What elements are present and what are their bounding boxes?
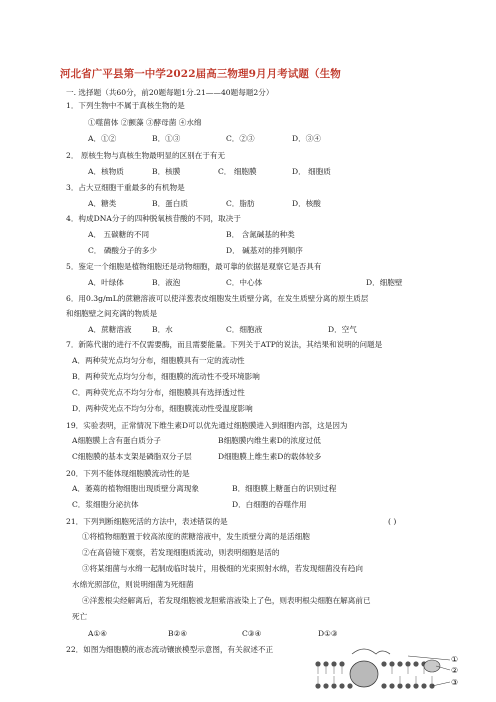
question-21-statement-1: ①将植物细胞置于较高浓度的蔗糖溶液中，发生质壁分离的是活细胞 — [82, 532, 310, 541]
question-19-option-a: A细胞膜上含有蛋白质分子 — [72, 436, 162, 445]
question-6-option-a: A．蔗糖溶液 — [88, 325, 132, 334]
question-3-option-b: B．蛋白质 — [152, 199, 188, 208]
question-4-option-a: A． 五碳糖的不同 — [88, 230, 150, 239]
question-6-option-c: C．细胞液 — [226, 325, 263, 334]
question-2-option-d: D． 细胞质 — [292, 167, 331, 176]
question-3-stem: 3．占大豆细胞干重最多的有机物是 — [66, 183, 185, 192]
question-7-line-b: B．两种荧光点均匀分布，细胞膜的流动性不受环境影响 — [72, 372, 260, 381]
question-19-option-b: B细胞膜内维生素D的浓度过低 — [218, 436, 321, 445]
question-21-option-a: A①④ — [88, 629, 108, 638]
question-6-option-b: B．水 — [152, 325, 173, 334]
question-7-line-a: A．两种荧光点均匀分布，细胞膜具有一定的流动性 — [72, 356, 245, 365]
question-22-stem: 22．如图为细胞膜的液态流动镶嵌模型示意图，有关叙述不正 — [66, 645, 274, 654]
question-19-option-c: C细胞膜的基本支架是磷脂双分子层 — [72, 452, 192, 461]
question-5-option-d: D．细胞壁 — [366, 278, 403, 287]
question-20-stem: 20．下列不能体现细胞膜流动性的是 — [66, 469, 190, 478]
question-5-option-c: C．中心体 — [226, 278, 263, 287]
question-21-statement-3-cont: 水绵光照部位，则说明细菌为死细菌 — [72, 580, 194, 589]
transmembrane-protein — [350, 661, 378, 687]
question-3-option-d: D．核酸 — [292, 199, 321, 208]
question-1-stem: 1．下列生物中不属于真核生物的是 — [66, 101, 185, 110]
lower-lipid-heads — [315, 683, 434, 688]
question-1-option-c: C．②③ — [226, 134, 255, 143]
question-3-option-a: A．糖类 — [88, 199, 117, 208]
question-6-option-d: D．空气 — [328, 325, 357, 334]
question-2-option-a: A．核物质 — [88, 167, 124, 176]
diagram-label-3: ③ — [451, 678, 459, 687]
question-7-line-d: D．两种荧光点不均匀分布，细胞膜流动性受温度影响 — [72, 404, 253, 413]
question-21-option-d: D①③ — [318, 629, 338, 638]
question-2-stem: 2． 原核生物与真核生物最明显的区别在于有无 — [66, 151, 226, 160]
question-5-stem: 5．鉴定一个细胞是植物细胞还是动物细胞，最可靠的依据是观察它是否具有 — [66, 262, 322, 271]
diagram-label-1: ① — [451, 655, 459, 664]
question-5-option-a: A．叶绿体 — [88, 278, 124, 287]
page-title: 河北省广平县第一中学2022届高三物理9月月考试题（生物 — [60, 68, 341, 80]
membrane-diagram — [312, 646, 462, 698]
question-6-stem-cont: 和细胞壁之间充满的物质是 — [66, 309, 158, 318]
question-1-option-b: B．①③ — [152, 134, 181, 143]
question-1-option-d: D．③④ — [292, 134, 321, 143]
question-21-statement-4: ④洋葱根尖经解离后，若发现细胞被龙胆紫溶液染上了色，则表明根尖细胞在解离前已 — [82, 596, 371, 605]
question-7-line-c: C．两种荧光点不均匀分布，细胞膜具有选择透过性 — [72, 388, 245, 397]
question-4-option-c: C． 磷酸分子的多少 — [88, 246, 157, 255]
question-21-statement-4-cont: 死亡 — [72, 612, 88, 621]
glycoprotein-chain — [352, 649, 390, 654]
question-20-option-b: B．细胞膜上糖蛋白的识别过程 — [232, 484, 337, 493]
question-6-stem: 6．用0.3g/mL的蔗糖溶液可以使洋葱表皮细胞发生质壁分离，在发生质壁分离的原生质层 — [66, 294, 369, 303]
question-21-answer-parens: ( ) — [388, 517, 397, 526]
question-21-statement-3: ③将某细菌与水绵一起制成临时装片，用极细的光束照射水绵，若发现细菌没有趋向 — [82, 564, 363, 573]
peripheral-protein — [424, 660, 440, 672]
question-2-option-c: C． 细胞膜 — [218, 167, 257, 176]
question-21-statement-2: ②在高倍镜下观察，若发现细胞质流动，则表明细胞是活的 — [82, 548, 280, 557]
question-3-option-c: C．脂肪 — [226, 199, 255, 208]
section-heading: 一. 选择题（共60分，前20题每题1分.21——40题每题2分） — [66, 88, 274, 97]
question-20-option-d: D．白细胞的吞噬作用 — [232, 500, 307, 509]
diagram-label-2: ② — [451, 666, 459, 675]
question-4-option-b: B． 含氮碱基的种类 — [226, 230, 295, 239]
question-1-items: ①噬菌体 ②颤藻 ③酵母菌 ④水绵 — [88, 118, 202, 127]
question-1-option-a: A．①② — [88, 134, 117, 143]
question-2-option-b: B．核膜 — [152, 167, 181, 176]
question-7-stem: 7．新陈代谢的进行不仅需要酶，而且需要能量。下列关于ATP的说法，其结果和说明的问题是 — [66, 340, 383, 349]
question-19-option-d: D细胞膜上维生素D的载体较多 — [218, 452, 322, 461]
question-4-option-d: D． 碱基对的排列顺序 — [226, 246, 303, 255]
question-20-option-a: A．萎蔫的植物细胞出现质壁分离现象 — [72, 484, 199, 493]
question-20-option-c: C．浆细胞分泌抗体 — [72, 500, 139, 509]
question-4-stem: 4．构成DNA分子的四种脱氧核苷酸的不同，取决于 — [66, 214, 241, 223]
question-19-stem: 19．实验表明，正常情况下维生素D可以优先通过细胞膜进入到细胞内部，这是因为 — [66, 421, 348, 430]
question-21-option-c: C③④ — [242, 629, 262, 638]
question-21-option-b: B②④ — [168, 629, 188, 638]
question-21-stem: 21．下列判断细胞死活的方法中，表述错误的是 — [66, 517, 228, 526]
question-5-option-b: B．液泡 — [152, 278, 181, 287]
